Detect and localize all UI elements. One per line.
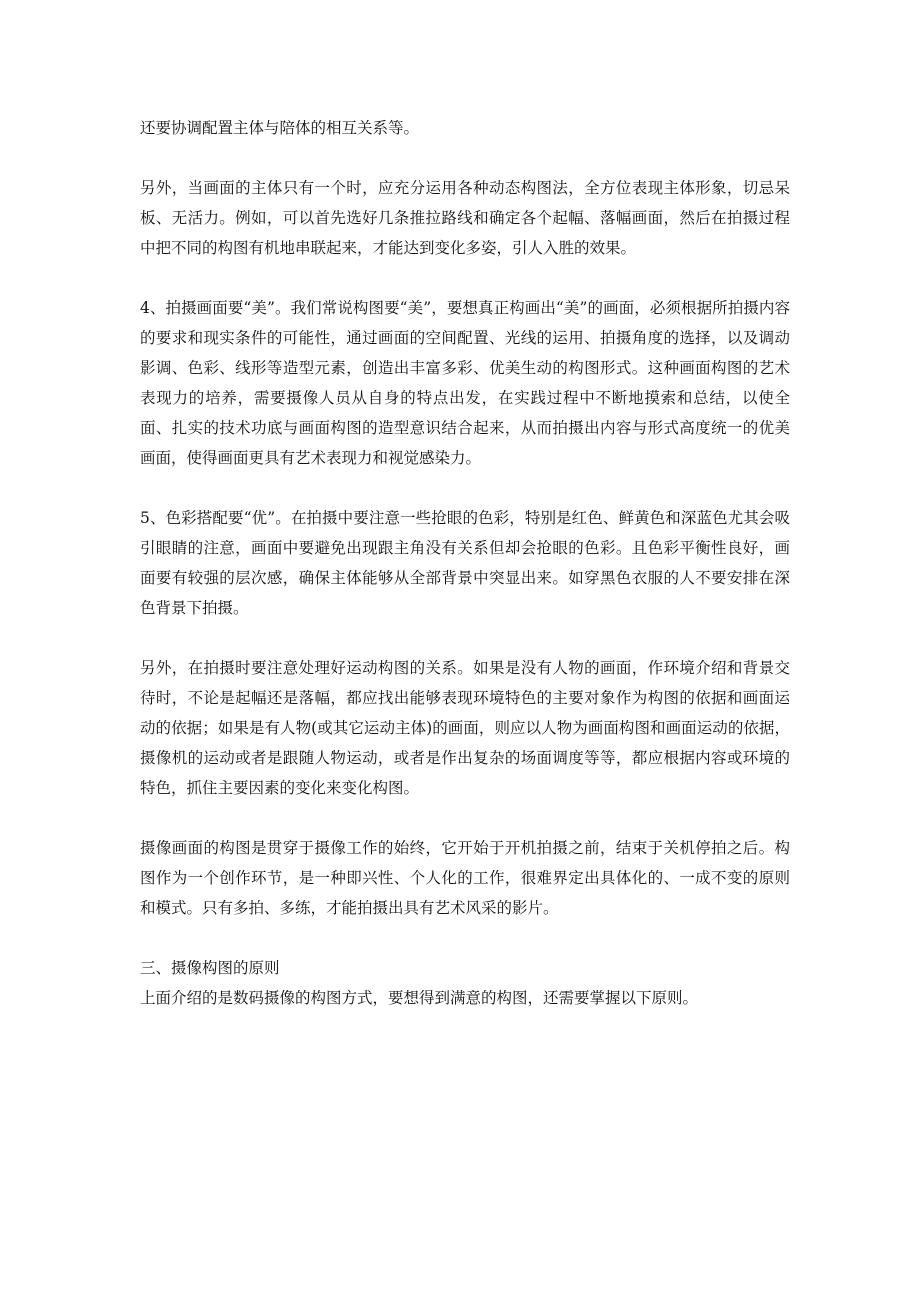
paragraph-gap — [140, 923, 790, 953]
paragraph-gap — [140, 803, 790, 833]
paragraph-dynamic-composition: 另外，当画面的主体只有一个时，应充分运用各种动态构图法，全方位表现主体形象，切忌呆板、无活力。例如，可以首先选好几条推拉路线和确定各个起幅、落幅画面，然后在拍摄过程中把不同的构图有机地串联起来，才能达到变化多姿，引人入胜的效果。 — [140, 179, 790, 257]
paragraph-continuation: 还要协调配置主体与陪体的相互关系等。 — [140, 119, 420, 137]
paragraph-point-4-beauty: 4、拍摄画面要“美”。我们常说构图要“美”，要想真正构画出“美”的画面，必须根据所拍摄内容的要求和现实条件的可能性，通过画面的空间配置、光线的运用、拍摄角度的选择，以及调动影调、色彩、线形等造型元素，创造出丰富多彩、优美生动的构图形式。这种画面构图的艺术表现力的培养，需要摄像人员从自身的特点出发，在实践过程中不断地摸索和总结，以使全面、扎实的技术功底与画面构图的造型意识结合起来，从而拍摄出内容与形式高度统一的优美画面，使得画面更具有艺术表现力和视觉感染力。 — [140, 299, 790, 467]
document-body — [140, 113, 790, 1013]
paragraph-gap — [140, 263, 790, 293]
section-intro: 上面介绍的是数码摄像的构图方式，要想得到满意的构图，还需要掌握以下原则。 — [140, 989, 699, 1007]
section-heading: 三、摄像构图的原则 — [140, 959, 280, 977]
paragraph-gap — [140, 473, 790, 503]
paragraph-gap — [140, 143, 790, 173]
paragraph-gap — [140, 623, 790, 653]
paragraph-point-5-color: 5、色彩搭配要“优”。在拍摄中要注意一些抢眼的色彩，特别是红色、鲜黄色和深蓝色尤其会吸引眼睛的注意，画面中要避免出现跟主角没有关系但却会抢眼的色彩。且色彩平衡性良好，画面要有较强的层次感，确保主体能够从全部背景中突显出来。如穿黑色衣服的人不要安排在深色背景下拍摄。 — [140, 509, 790, 617]
paragraph-composition-summary: 摄像画面的构图是贯穿于摄像工作的始终，它开始于开机拍摄之前，结束于关机停拍之后。构图作为一个创作环节，是一种即兴性、个人化的工作，很难界定出具体化的、一成不变的原则和模式。只有多拍、多练，才能拍摄出具有艺术风采的影片。 — [140, 839, 790, 917]
paragraph-motion-composition: 另外，在拍摄时要注意处理好运动构图的关系。如果是没有人物的画面，作环境介绍和背景交待时，不论是起幅还是落幅，都应找出能够表现环境特色的主要对象作为构图的依据和画面运动的依据；如果是有人物(或其它运动主体)的画面，则应以人物为画面构图和画面运动的依据，摄像机的运动或者是跟随人物运动，或者是作出复杂的场面调度等等，都应根据内容或环境的特色，抓住主要因素的变化来变化构图。 — [140, 659, 790, 797]
